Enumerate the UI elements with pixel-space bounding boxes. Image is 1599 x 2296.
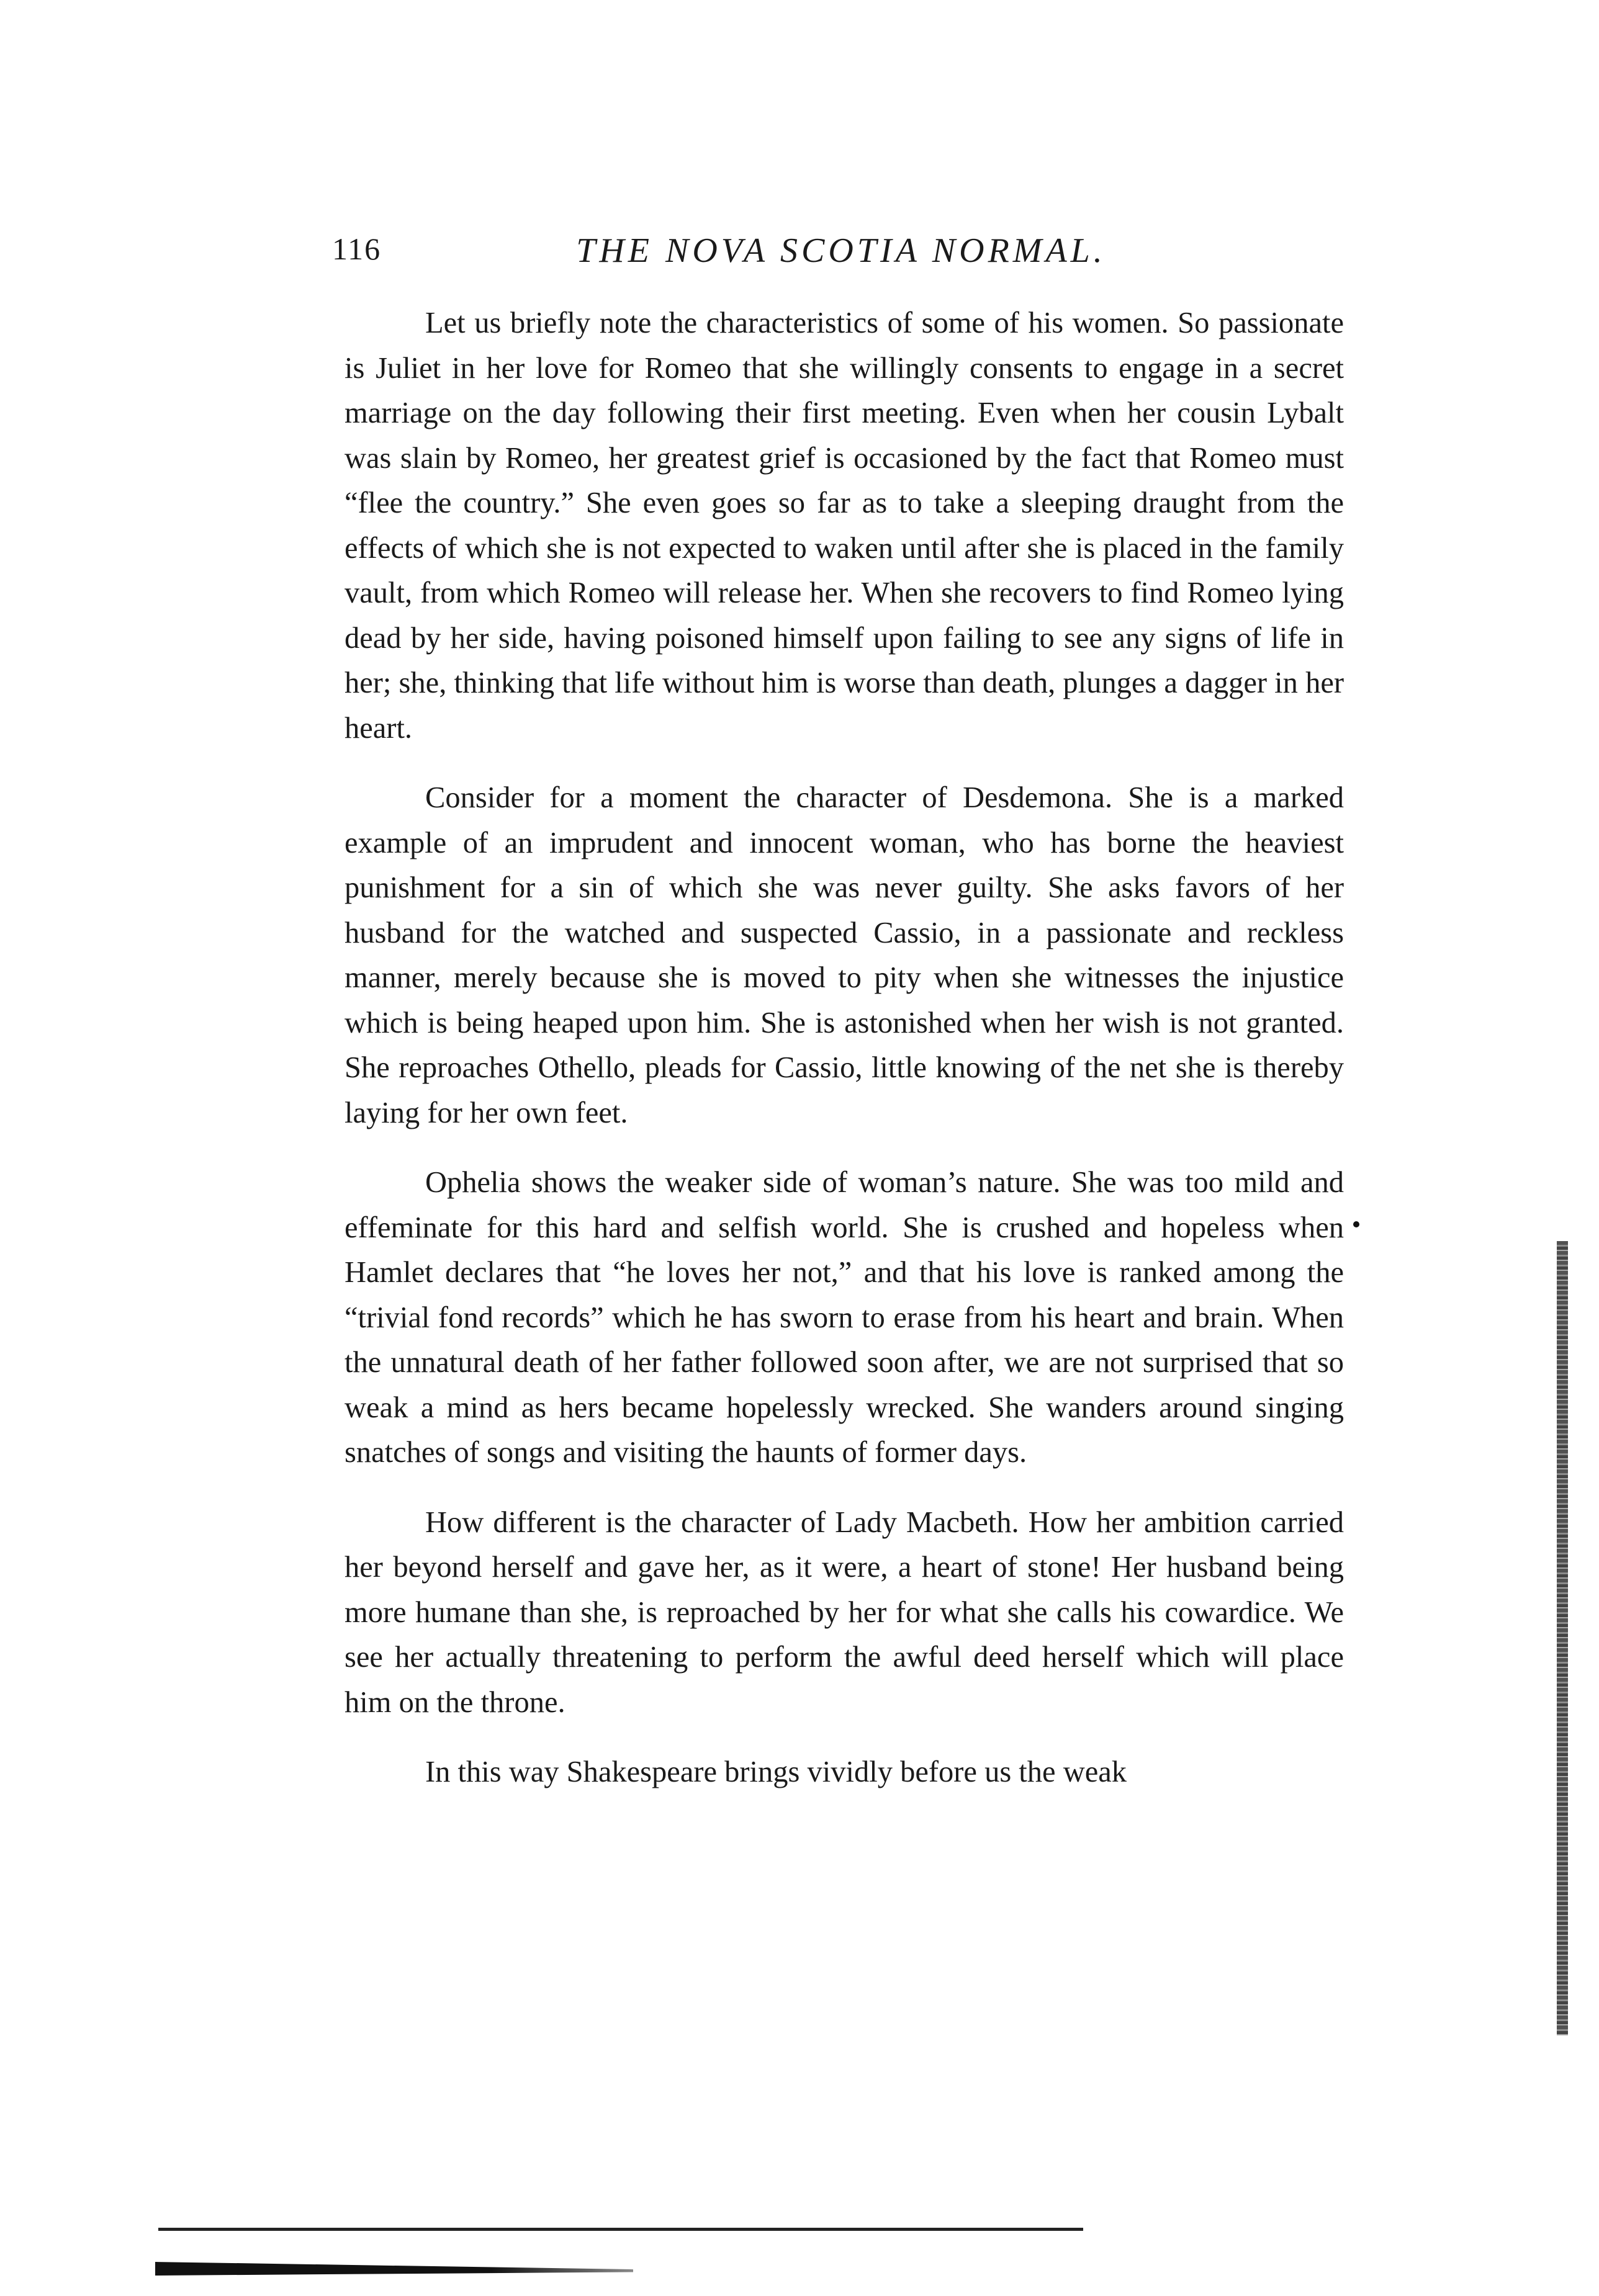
paragraph-lady-macbeth: How different is the character of Lady Macbeth. How her ambition carried her beyond herself and gave her, as it were, a heart of stone! Her husband being more humane than she, is reproached by her for what she calls his cowardice. We see her actually threatening to perform the awful deed herself which will place him on the throne. (345, 1505, 1344, 1719)
journal-title: THE NOVA SCOTIA NORMAL. (576, 231, 1106, 270)
page-edge-shadow (1557, 1241, 1568, 2035)
bottom-scan-bar (155, 2262, 633, 2276)
paragraph-juliet: Let us briefly note the characteristics of some of his women. So passionate is Juliet in her love for Romeo that she willingly consents to engage in a secret marriage on the day following their first meeting. Even when her cousin Lybalt was slain by Romeo, her greatest grief is occasioned by the fact that Romeo must “flee the country.” She even goes so far as to take a sleeping draught from the effects of which she is not expected to waken until after she is placed in the family vault, from which Romeo will release her. When she recovers to find Romeo lying dead by her side, having poisoned himself upon failing to see any signs of life in her; she, thinking that life without him is worse than death, plunges a dagger in her heart. (345, 307, 1344, 745)
bottom-rule (158, 2228, 1083, 2231)
paragraph-ophelia: Ophelia shows the weaker side of woman’s nature. She was too mild and effeminate for this hard and selfish world. She is crushed and hopeless when Hamlet declares that “he loves her not,” and that his love is ranked among the “trivial fond records” which he has sworn to erase from his heart and brain. When the unnatural death of her father followed soon after, we are not surprised that so weak a mind as hers became hopelessly wrecked. She wanders around singing snatches of songs and visiting the haunts of former days. (345, 1166, 1344, 1469)
page-number: 116 (332, 231, 382, 266)
stray-ink-dot (1353, 1221, 1359, 1227)
paragraph-conclusion: In this way Shakespeare brings vividly before us the weak (425, 1756, 1127, 1788)
running-header (332, 231, 1350, 280)
article-body (345, 301, 1344, 1795)
paragraph-desdemona: Consider for a moment the character of Desdemona. She is a marked example of an imprudent and innocent woman, who has borne the heaviest punishment for a sin of which she was never guilty. She asks favors of her husband for the watched and suspected Cassio, in a passionate and reckless manner, merely because she is moved to pity when she witnesses the injustice which is being heaped upon him. She is astonished when her wish is not granted. She reproaches Othello, pleads for Cassio, little knowing of the net she is thereby laying for her own feet. (345, 781, 1344, 1129)
